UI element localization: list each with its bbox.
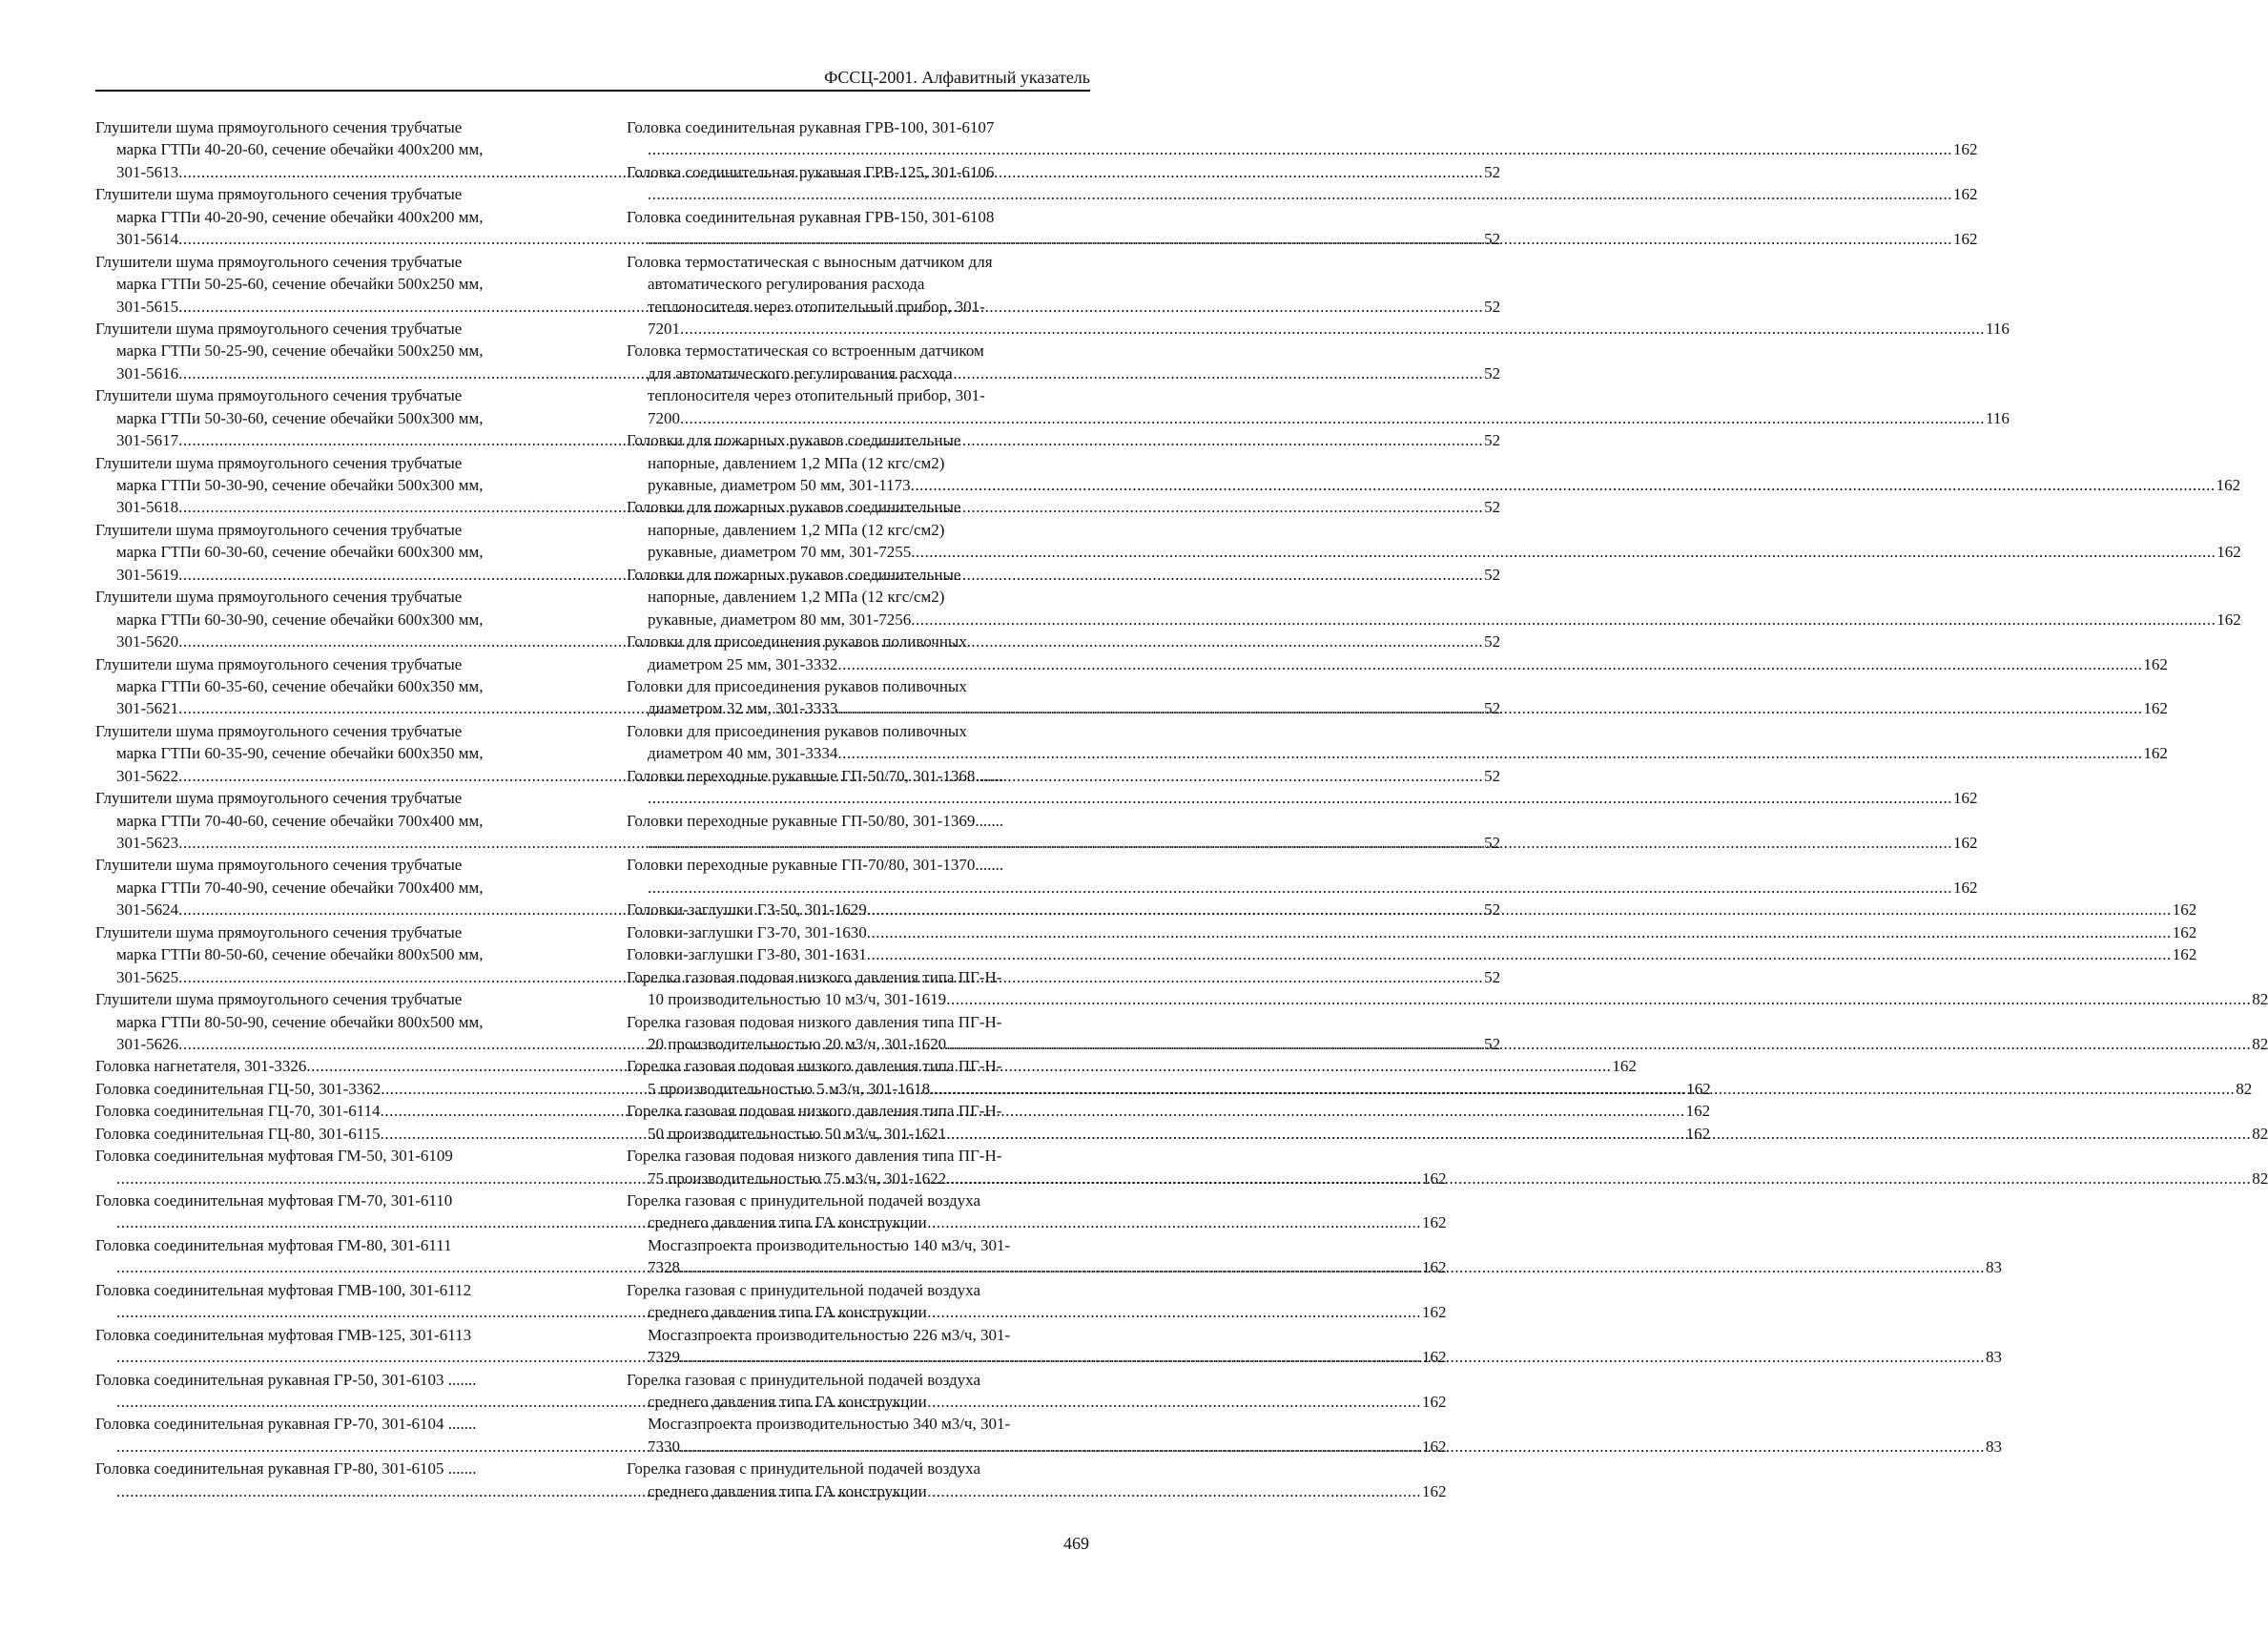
entry-line <box>95 183 560 205</box>
entry-text: 301-5614 <box>116 230 179 249</box>
entry-page-ref: 162 <box>1422 1348 1447 1367</box>
entry-line <box>95 832 1501 854</box>
entry-line <box>627 452 1090 474</box>
leader-dots <box>680 1256 1985 1278</box>
entry-line <box>95 318 560 340</box>
entry-text: Глушители шума прямоугольного сечения трубчатые <box>95 252 463 271</box>
leader-dots <box>648 138 1952 160</box>
entry-line <box>627 877 1978 899</box>
entry-text: Головка соединительная ГЦ-80, 301-6115 <box>95 1124 381 1143</box>
index-entry <box>627 1145 2268 1189</box>
index-entry <box>627 1100 2268 1145</box>
entry-line <box>627 564 1090 586</box>
entry-text: Горелка газовая подовая низкого давления типа ПГ-Н- <box>627 967 1002 986</box>
entry-page-ref: 52 <box>1484 967 1501 986</box>
entry-line <box>95 474 560 496</box>
entry-line <box>95 742 560 764</box>
entry-page-ref: 52 <box>1484 632 1501 652</box>
leader-dots <box>680 1436 1985 1458</box>
entry-text: напорные, давлением 1,2 МПа (12 кгс/см2) <box>648 588 945 607</box>
entry-text: Головка соединительная рукавная ГРВ-125, 301-6106 <box>627 162 995 181</box>
leader-dots <box>867 899 2172 920</box>
entry-page-ref: 52 <box>1484 766 1501 785</box>
entry-text: марка ГТПи 60-30-60, сечение обечайки 600х300 мм, <box>116 543 484 562</box>
entry-page-ref: 162 <box>1685 1102 1711 1121</box>
entry-line <box>627 765 1090 787</box>
entry-page-ref: 162 <box>2143 699 2168 718</box>
entry-line <box>627 138 1978 160</box>
entry-page-ref: 162 <box>1953 185 1978 204</box>
entry-line <box>95 452 560 474</box>
entry-line <box>95 273 560 295</box>
entry-line <box>95 1324 560 1346</box>
entry-page-ref: 162 <box>1422 1258 1447 1277</box>
entry-line <box>627 675 1090 697</box>
entry-line <box>95 1234 560 1256</box>
entry-text: Глушители шума прямоугольного сечения трубчатые <box>95 520 463 539</box>
entry-line <box>95 1279 560 1301</box>
entry-line <box>627 362 1090 384</box>
entry-text: Горелка газовая подовая низкого давления типа ПГ-Н- <box>627 1102 1002 1121</box>
entry-page-ref: 162 <box>1422 1437 1447 1456</box>
entry-page-ref: 162 <box>1422 1213 1447 1232</box>
entry-text: 301-5617 <box>116 431 179 450</box>
entry-line <box>627 1458 1090 1479</box>
entry-line <box>627 1168 2268 1189</box>
entry-line <box>627 1055 1090 1077</box>
entry-text: 301-5626 <box>116 1034 179 1053</box>
entry-line <box>627 296 1090 318</box>
entry-page-ref: 162 <box>1422 1392 1447 1411</box>
entry-text: Головка соединительная рукавная ГРВ-150, 301-6108 <box>627 207 995 226</box>
entry-page-ref: 162 <box>2216 476 2241 494</box>
entry-line <box>95 1458 560 1479</box>
index-entry <box>627 1458 1090 1502</box>
entry-line <box>95 1011 560 1033</box>
entry-text: 7330 <box>648 1437 680 1456</box>
entry-text: Головки переходные рукавные ГП-50/70, 301-1368....... <box>627 766 1004 785</box>
entry-line <box>627 251 1090 273</box>
entry-page-ref: 82 <box>2252 1124 2268 1143</box>
entry-text: марка ГТПи 50-30-90, сечение обечайки 500х300 мм, <box>116 476 484 494</box>
entry-line <box>95 921 560 943</box>
entry-line <box>95 251 560 273</box>
entry-text: Глушители шума прямоугольного сечения трубчатые <box>95 386 463 405</box>
entry-text: Головка соединительная рукавная ГР-80, 301-6105 ....... <box>95 1459 477 1479</box>
entry-text: 5 производительностью 5 м3/ч, 301-1618 <box>648 1079 931 1098</box>
index-entry <box>627 854 1978 899</box>
entry-text: 7329 <box>648 1348 680 1367</box>
entry-page-ref: 83 <box>1986 1348 2002 1367</box>
entry-page-ref: 52 <box>1484 565 1501 584</box>
entry-line <box>627 1369 1090 1391</box>
entry-text: 301-5618 <box>116 498 179 517</box>
entry-text: 50 производительностью 50 м3/ч, 301-1621 <box>648 1124 947 1143</box>
entry-text: Головки для пожарных рукавов соединительные <box>627 565 961 584</box>
entry-line <box>627 474 2241 496</box>
entry-page-ref: 52 <box>1484 699 1501 718</box>
leader-dots <box>648 877 1952 899</box>
entry-text: Горелка газовая с принудительной подачей воздуха <box>627 1459 980 1479</box>
leader-dots <box>911 609 2216 631</box>
entry-line <box>627 921 2197 943</box>
entry-text: Головка соединительная ГЦ-70, 301-6114 <box>95 1102 381 1121</box>
entry-text: 301-5624 <box>116 900 179 920</box>
entry-line <box>95 787 560 809</box>
entry-text: диаметром 40 мм, 301-3334 <box>648 744 838 763</box>
entry-line <box>95 1189 560 1211</box>
entry-text: Головка соединительная рукавная ГР-70, 301-6104 ....... <box>95 1415 477 1434</box>
entry-page-ref: 52 <box>1484 363 1501 383</box>
entry-line <box>627 943 2197 965</box>
entry-text: Головка соединительная муфтовая ГМВ-100, 301-6112 <box>95 1280 472 1299</box>
entry-text: Головка соединительная рукавная ГР-50, 301-6103 ....... <box>95 1370 477 1389</box>
entry-line <box>627 1301 1090 1323</box>
entry-text: Головки-заглушки ГЗ-50, 301-1629 <box>627 900 867 920</box>
entry-text: 20 производительностью 20 м3/ч, 301-1620 <box>648 1034 947 1053</box>
entry-text: Головка нагнетателя, 301-3326 <box>95 1057 307 1076</box>
entry-text: 7328 <box>648 1258 680 1277</box>
entry-line <box>627 407 2010 429</box>
entry-text: Горелка газовая подовая низкого давления типа ПГ-Н- <box>627 1057 1002 1076</box>
entry-text: для автоматического регулирования расхода <box>648 363 953 383</box>
entry-text: Головка соединительная муфтовая ГМВ-125, 301-6113 <box>95 1325 472 1344</box>
leader-dots <box>648 183 1952 205</box>
entry-text: Головки для пожарных рукавов соединительные <box>627 431 961 450</box>
entry-line <box>95 877 560 899</box>
entry-text: среднего давления типа ГА конструкции <box>648 1481 927 1500</box>
entry-page-ref: 116 <box>1986 408 2010 427</box>
leader-dots <box>946 988 2251 1010</box>
entry-line <box>95 206 560 228</box>
entry-line <box>627 1211 1090 1233</box>
entry-text: Глушители шума прямоугольного сечения трубчатые <box>95 922 463 941</box>
entry-text: Головки переходные рукавные ГП-70/80, 301-1370....... <box>627 856 1004 875</box>
entry-text: Головка соединительная рукавная ГРВ-100, 301-6107 <box>627 118 995 136</box>
entry-page-ref: 52 <box>1484 162 1501 181</box>
leader-dots <box>837 653 2142 675</box>
entry-page-ref: 162 <box>1953 878 1978 897</box>
entry-text: 301-5621 <box>116 699 179 718</box>
entry-text: 7201 <box>648 319 680 338</box>
page-number: 469 <box>1063 1534 1089 1553</box>
entry-text: Глушители шума прямоугольного сечения трубчатые <box>95 990 463 1009</box>
entry-text: Головки для присоединения рукавов поливочных <box>627 632 967 652</box>
entry-text: 10 производительностью 10 м3/ч, 301-1619 <box>648 990 947 1009</box>
entry-line <box>627 787 1978 809</box>
entry-text: марка ГТПи 50-30-60, сечение обечайки 500х300 мм, <box>116 408 484 427</box>
entry-line <box>95 653 560 675</box>
entry-text: марка ГТПи 50-25-60, сечение обечайки 500х250 мм, <box>116 275 484 294</box>
entry-page-ref: 52 <box>1484 834 1501 852</box>
entry-line <box>627 116 1090 138</box>
entry-text: Головки переходные рукавные ГП-50/80, 301-1369....... <box>627 811 1004 830</box>
entry-text: Мосгазпроекта производительностью 340 м3/ч, 301- <box>648 1415 1011 1434</box>
entry-page-ref: 82 <box>2252 1034 2268 1053</box>
entry-text: рукавные, диаметром 80 мм, 301-7256 <box>648 610 912 629</box>
entry-text: марка ГТПи 60-35-90, сечение обечайки 600х350 мм, <box>116 744 484 763</box>
entry-line <box>627 1189 1090 1211</box>
entry-line <box>627 631 1090 652</box>
entry-text: Головки для пожарных рукавов соединительные <box>627 498 961 517</box>
entry-line <box>627 384 1090 406</box>
entry-line <box>627 1480 1090 1502</box>
leader-dots <box>946 1033 2251 1055</box>
entry-line <box>627 496 1090 518</box>
entry-line <box>627 1123 2268 1145</box>
entry-text: Горелка газовая подовая низкого давления типа ПГ-Н- <box>627 1147 1002 1166</box>
entry-line <box>95 675 560 697</box>
entry-page-ref: 162 <box>1422 1481 1447 1500</box>
entry-line <box>627 720 1090 742</box>
entry-text: теплоносителя через отопительный прибор, 301- <box>648 386 985 405</box>
entry-page-ref: 162 <box>1953 230 1978 249</box>
entry-text: напорные, давлением 1,2 МПа (12 кгс/см2) <box>648 453 945 472</box>
entry-text: марка ГТПи 40-20-90, сечение обечайки 400х200 мм, <box>116 207 484 226</box>
entry-line <box>95 138 560 160</box>
entry-text: Глушители шума прямоугольного сечения трубчатые <box>95 789 463 808</box>
entry-text: напорные, давлением 1,2 МПа (12 кгс/см2) <box>648 520 945 539</box>
entry-text: Глушители шума прямоугольного сечения трубчатые <box>95 185 463 204</box>
entry-line <box>95 228 1501 250</box>
entry-text: среднего давления типа ГА конструкции <box>648 1213 927 1232</box>
entry-text: Мосгазпроекта производительностью 140 м3/ч, 301- <box>648 1235 1011 1254</box>
entry-line <box>95 586 560 608</box>
entry-line <box>95 854 560 876</box>
leader-dots <box>680 1346 1985 1368</box>
entry-line <box>627 429 1090 451</box>
header-title: ФССЦ-2001. Алфавитный указатель <box>824 68 1090 87</box>
entry-text: среднего давления типа ГА конструкции <box>648 1303 927 1322</box>
leader-dots <box>867 943 2172 965</box>
leader-dots <box>946 1168 2251 1189</box>
entry-page-ref: 162 <box>1685 1124 1711 1143</box>
entry-text: Головка соединительная ГЦ-50, 301-3362 <box>95 1079 381 1098</box>
entry-text: Глушители шума прямоугольного сечения трубчатые <box>95 588 463 607</box>
entry-text: Глушители шума прямоугольного сечения трубчатые <box>95 118 463 136</box>
entry-line <box>95 988 560 1010</box>
entry-text: Головки для присоединения рукавов поливочных <box>627 721 967 740</box>
entry-page-ref: 162 <box>2143 654 2168 673</box>
entry-text: Горелка газовая с принудительной подачей воздуха <box>627 1370 980 1389</box>
entry-line <box>95 116 560 138</box>
entry-page-ref: 82 <box>2236 1079 2253 1098</box>
index-entry <box>627 921 2197 943</box>
entry-page-ref: 52 <box>1484 297 1501 316</box>
entry-text: Глушители шума прямоугольного сечения трубчатые <box>95 856 463 875</box>
entry-line <box>627 340 1090 362</box>
entry-text: Горелка газовая с принудительной подачей воздуха <box>627 1280 980 1299</box>
page-header <box>95 65 1090 92</box>
entry-text: Головки для присоединения рукавов поливочных <box>627 676 967 695</box>
entry-page-ref: 162 <box>2172 945 2197 964</box>
entry-line <box>627 586 1090 608</box>
entry-line <box>95 407 560 429</box>
entry-page-ref: 162 <box>1953 789 1978 808</box>
entry-line <box>95 1145 560 1167</box>
entry-text: Головки-заглушки ГЗ-80, 301-1631 <box>627 945 867 964</box>
entry-page-ref: 82 <box>2252 990 2268 1009</box>
entry-line <box>627 206 1090 228</box>
entry-line <box>627 1324 1090 1346</box>
entry-text: Головка соединительная муфтовая ГМ-50, 301-6109 <box>95 1147 453 1166</box>
leader-dots <box>911 474 2216 496</box>
entry-line <box>95 1369 560 1391</box>
entry-text: Глушители шума прямоугольного сечения трубчатые <box>95 453 463 472</box>
entry-text: Глушители шума прямоугольного сечения трубчатые <box>95 319 463 338</box>
entry-line <box>627 1413 1090 1435</box>
leader-dots <box>946 1123 2251 1145</box>
leader-dots <box>837 742 2142 764</box>
entry-text: Горелка газовая подовая низкого давления типа ПГ-Н- <box>627 1012 1002 1031</box>
entry-page-ref: 162 <box>1422 1303 1447 1322</box>
index-entry <box>627 116 1978 161</box>
entry-line <box>627 1100 1090 1122</box>
entry-text: 301-5613 <box>116 162 179 181</box>
entry-line <box>627 1391 1090 1413</box>
entry-text: Глушители шума прямоугольного сечения трубчатые <box>95 721 463 740</box>
entry-line <box>95 810 560 832</box>
entry-line <box>627 854 1090 876</box>
entry-text: диаметром 32 мм, 301-3333 <box>648 699 838 718</box>
entry-text: автоматического регулирования расхода <box>648 275 925 294</box>
entry-page-ref: 162 <box>2216 543 2241 562</box>
entry-page-ref: 162 <box>2172 922 2197 941</box>
entry-text: Глушители шума прямоугольного сечения трубчатые <box>95 654 463 673</box>
entry-page-ref: 162 <box>1686 1079 1711 1098</box>
entry-page-ref: 162 <box>2216 610 2241 629</box>
entry-line <box>95 340 560 362</box>
entry-line <box>627 653 2168 675</box>
entry-page-ref: 162 <box>2172 900 2197 920</box>
entry-text: марка ГТПи 80-50-60, сечение обечайки 800х500 мм, <box>116 945 484 964</box>
entry-line <box>627 810 1090 832</box>
entry-text: рукавные, диаметром 50 мм, 301-1173 <box>648 476 911 494</box>
entry-text: Головка соединительная муфтовая ГМ-80, 301-6111 <box>95 1235 452 1254</box>
entry-text: теплоносителя через отопительный прибор, 301- <box>648 297 985 316</box>
entry-line <box>95 943 560 965</box>
entry-page-ref: 52 <box>1484 230 1501 249</box>
index-entry <box>627 720 2168 765</box>
entry-text: марка ГТПи 70-40-60, сечение обечайки 700х400 мм, <box>116 811 484 830</box>
entry-text: 301-5620 <box>116 632 179 652</box>
leader-dots <box>930 1078 2235 1100</box>
entry-line <box>627 1234 1090 1256</box>
entry-line <box>627 183 1978 205</box>
leader-dots <box>648 787 1952 809</box>
entry-line <box>627 519 1090 541</box>
entry-line <box>627 966 1090 988</box>
entry-page-ref: 82 <box>2252 1169 2268 1188</box>
entry-text: марка ГТПи 80-50-90, сечение обечайки 800х500 мм, <box>116 1012 484 1031</box>
entry-text: рукавные, диаметром 70 мм, 301-7255 <box>648 543 912 562</box>
entry-line <box>627 742 2168 764</box>
leader-dots <box>680 407 1985 429</box>
entry-page-ref: 83 <box>1986 1258 2002 1277</box>
entry-text: 301-5619 <box>116 565 179 584</box>
entry-text: Мосгазпроекта производительностью 226 м3/ч, 301- <box>648 1325 1011 1344</box>
entry-text: 301-5625 <box>116 967 179 986</box>
entry-text: Головка соединительная муфтовая ГМ-70, 301-6110 <box>95 1191 453 1210</box>
entry-text: марка ГТПи 60-30-90, сечение обечайки 600х300 мм, <box>116 610 484 629</box>
entry-text: 301-5623 <box>116 834 179 852</box>
entry-page-ref: 52 <box>1484 431 1501 450</box>
entry-page-ref: 52 <box>1484 1034 1501 1053</box>
entry-text: 301-5622 <box>116 766 179 785</box>
entry-line <box>627 609 2241 631</box>
index-entry <box>627 943 2197 965</box>
entry-text: 301-5615 <box>116 297 179 316</box>
entry-page-ref: 162 <box>1612 1057 1637 1076</box>
entry-page-ref: 162 <box>1422 1169 1447 1188</box>
entry-text: Головки-заглушки ГЗ-70, 301-1630 <box>627 922 867 941</box>
entry-text: Горелка газовая с принудительной подачей воздуха <box>627 1191 980 1210</box>
leader-dots <box>648 228 1952 250</box>
entry-text: марка ГТПи 40-20-60, сечение обечайки 400х200 мм, <box>116 140 484 159</box>
entry-text: марка ГТПи 70-40-90, сечение обечайки 700х400 мм, <box>116 878 484 897</box>
entry-line <box>95 720 560 742</box>
entry-line <box>627 1145 1090 1167</box>
entry-line <box>95 1413 560 1435</box>
entry-line <box>95 384 560 406</box>
entry-text: марка ГТПи 50-25-90, сечение обечайки 500х250 мм, <box>116 341 484 361</box>
entry-line <box>627 541 2241 563</box>
entry-page-ref: 83 <box>1986 1437 2002 1456</box>
entry-text: диаметром 25 мм, 301-3332 <box>648 654 838 673</box>
leader-dots <box>867 921 2172 943</box>
entry-text: 7200 <box>648 408 680 427</box>
leader-dots <box>680 318 1985 340</box>
leader-dots <box>837 697 2142 719</box>
entry-line <box>627 988 2268 1010</box>
entry-line <box>95 519 560 541</box>
entry-text: марка ГТПи 60-35-60, сечение обечайки 600х350 мм, <box>116 676 484 695</box>
entry-line <box>627 318 2010 340</box>
leader-dots <box>648 832 1952 854</box>
entry-page-ref: 162 <box>2143 744 2168 763</box>
entry-text: 301-5616 <box>116 363 179 383</box>
entry-text: Головка термостатическая с выносным датчиком для <box>627 252 993 271</box>
entry-line <box>627 1011 1090 1033</box>
entry-page-ref: 162 <box>1953 834 1978 852</box>
entry-line <box>627 1279 1090 1301</box>
entry-page-ref: 52 <box>1484 900 1501 920</box>
entry-page-ref: 116 <box>1986 319 2010 338</box>
entry-page-ref: 52 <box>1484 498 1501 517</box>
entry-line <box>627 161 1090 183</box>
entry-text: 75 производительностью 75 м3/ч, 301-1622 <box>648 1169 947 1188</box>
entry-text: среднего давления типа ГА конструкции <box>648 1392 927 1411</box>
entry-line <box>95 609 560 631</box>
entry-text: Головка термостатическая со встроенным датчиком <box>627 341 984 361</box>
leader-dots <box>911 541 2216 563</box>
entry-line <box>627 273 1090 295</box>
entry-line <box>95 541 560 563</box>
entry-page-ref: 162 <box>1953 140 1978 159</box>
